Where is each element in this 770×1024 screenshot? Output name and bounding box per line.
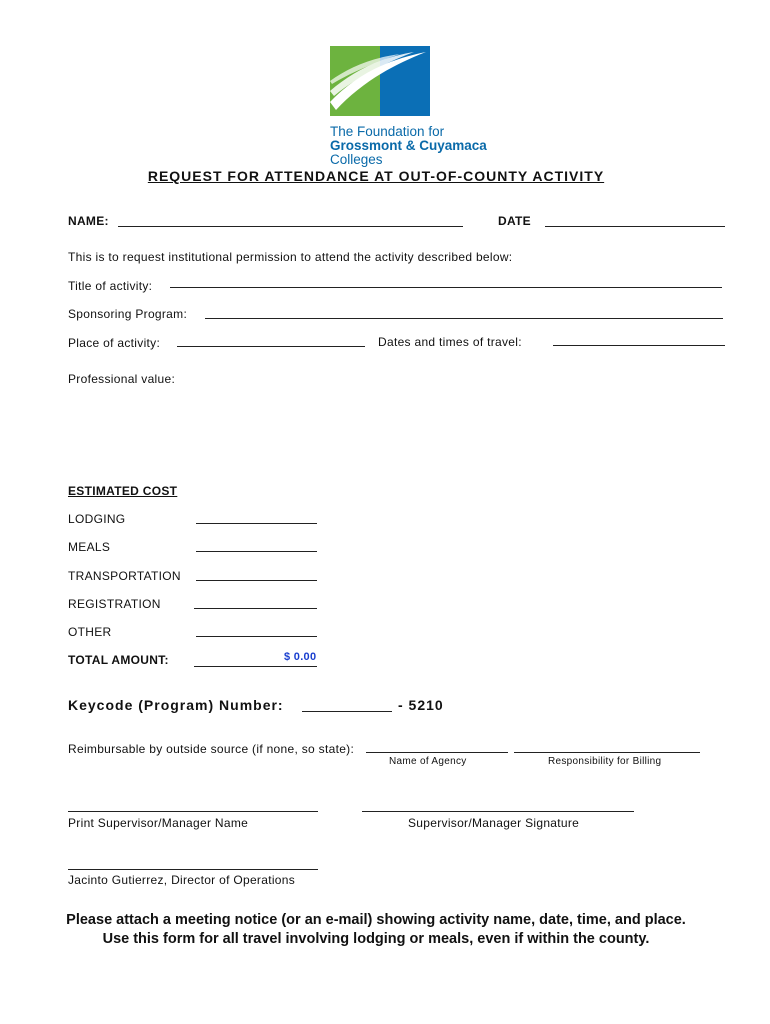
intro-text: This is to request institutional permission to attend the activity described below:	[68, 250, 513, 264]
cost-transportation-field[interactable]	[196, 580, 317, 581]
cost-lodging-label: LODGING	[68, 512, 126, 526]
org-line-2	[330, 139, 500, 167]
print-name-caption: Print Supervisor/Manager Name	[68, 816, 249, 830]
name-field[interactable]	[118, 226, 463, 227]
cost-other-field[interactable]	[196, 636, 317, 637]
reimburse-label: Reimbursable by outside source (if none, so state):	[68, 742, 355, 756]
organization-name	[330, 125, 500, 167]
activity-title-label: Title of activity:	[68, 279, 153, 293]
agency-field[interactable]	[366, 752, 508, 753]
value-label: Professional value:	[68, 372, 176, 386]
cost-other-label: OTHER	[68, 625, 112, 639]
travel-label: Dates and times of travel:	[378, 335, 522, 349]
activity-title-field[interactable]	[170, 287, 722, 288]
total-amount-field[interactable]	[194, 666, 317, 667]
foundation-logo	[330, 46, 430, 116]
place-label: Place of activity:	[68, 336, 161, 350]
cost-transportation-label: TRANSPORTATION	[68, 569, 181, 583]
value-field[interactable]	[68, 390, 723, 470]
signature-field[interactable]	[362, 811, 634, 812]
director-signature-field[interactable]	[68, 869, 318, 870]
print-name-field[interactable]	[68, 811, 318, 812]
keycode-label: Keycode (Program) Number:	[68, 697, 284, 713]
cost-heading: ESTIMATED COST	[68, 484, 178, 498]
billing-caption: Responsibility for Billing	[548, 756, 662, 767]
cost-registration-field[interactable]	[194, 608, 317, 609]
keycode-suffix: - 5210	[398, 697, 444, 713]
cost-meals-field[interactable]	[196, 551, 317, 552]
form-title: REQUEST FOR ATTENDANCE AT OUT-OF-COUNTY ACTIVITY	[147, 168, 605, 184]
org-line-1: The Foundation for	[330, 124, 445, 139]
travel-field[interactable]	[553, 345, 725, 346]
agency-caption: Name of Agency	[389, 756, 467, 767]
sponsor-field[interactable]	[205, 318, 723, 319]
cost-meals-label: MEALS	[68, 540, 111, 554]
cost-registration-label: REGISTRATION	[68, 597, 161, 611]
org-line-2-bold: Grossmont & Cuyamaca	[330, 138, 487, 153]
total-amount-label: TOTAL AMOUNT:	[68, 653, 169, 667]
org-line-2-rest: Colleges	[330, 152, 383, 167]
date-field[interactable]	[545, 226, 725, 227]
logo-mark-icon	[330, 46, 430, 116]
signature-caption: Supervisor/Manager Signature	[408, 816, 580, 830]
notice-line-2: Use this form for all travel involving lodging or meals, even if within the county.	[102, 931, 650, 947]
total-amount-value: $ 0.00	[284, 651, 317, 663]
sponsor-label: Sponsoring Program:	[68, 307, 188, 321]
date-label: DATE	[498, 214, 531, 228]
notice-line-1: Please attach a meeting notice (or an e-mail) showing activity name, date, time, and place.	[66, 912, 686, 928]
keycode-field[interactable]	[302, 711, 392, 712]
billing-field[interactable]	[514, 752, 700, 753]
name-label: NAME:	[68, 214, 109, 228]
cost-lodging-field[interactable]	[196, 523, 317, 524]
director-caption: Jacinto Gutierrez, Director of Operations	[68, 873, 296, 887]
place-field[interactable]	[177, 346, 365, 347]
